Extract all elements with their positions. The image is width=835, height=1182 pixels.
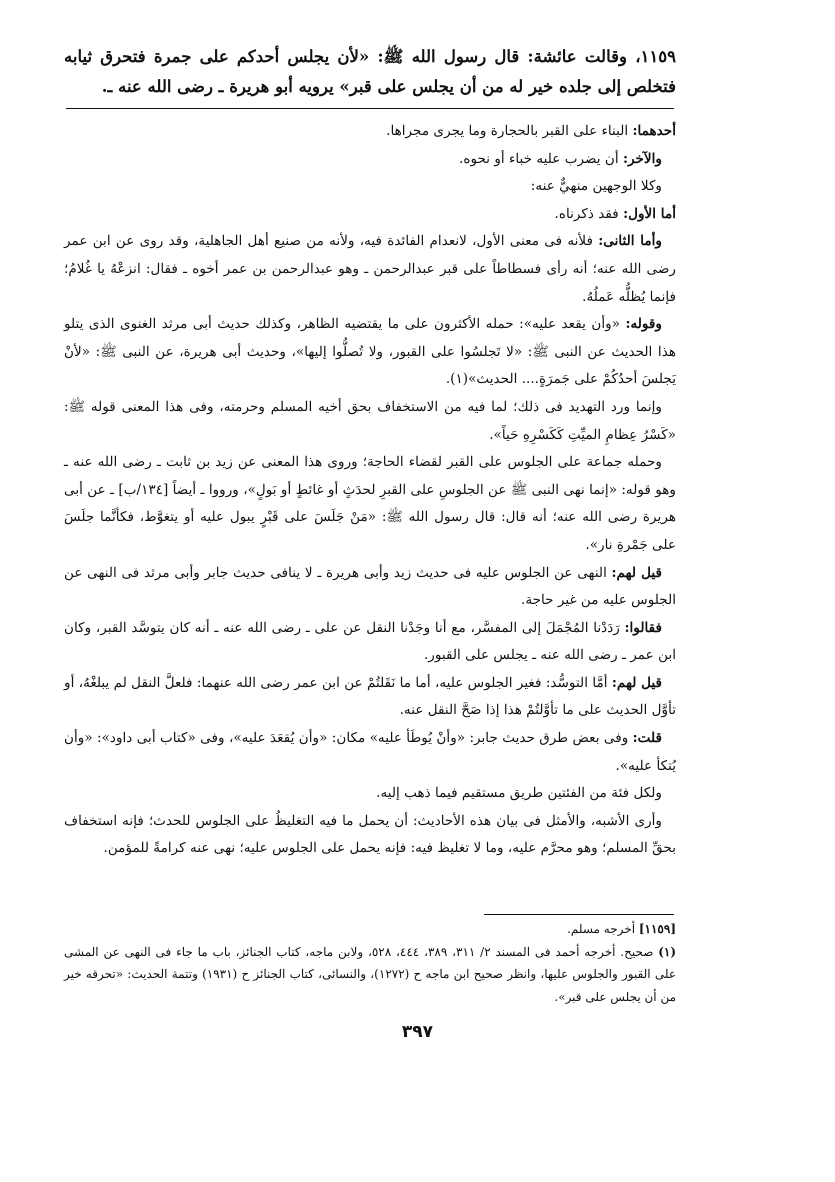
paragraph-keyword: قيل لهم:: [611, 564, 662, 581]
paragraph: [64, 146, 676, 174]
paragraph-text: النهى عن الجلوس عليه فى حديث زيد وأبى هريرة ـ لا ينافى حديث جابر وأبى مرثد فى النهى عن الجلوس عليه من غير حاجة.: [64, 564, 676, 609]
paragraph-text: رَدَدْنا المُجْمَلَ إلى المفسَّر، مع أنا وجَدْنا النقل عن على ـ رضى الله عنه ـ أنه كان يتوسَّد القبر، وكان ابن عمر ـ رضى الله عنه ـ يجلس على القبور.: [64, 619, 676, 664]
paragraph: [64, 118, 676, 146]
paragraph: [64, 615, 676, 670]
paragraph-text: وإنما ورد التهديد فى ذلك؛ لما فيه من الاستخفاف بحق أخيه المسلم وحرمته، وفى هذا المعنى قوله ﷺ: «كَسْرُ عِظامِ الميِّتِ كَكَسْرِهِ حَياً».: [64, 398, 676, 443]
paragraph-keyword: وأما الثانى:: [598, 233, 662, 250]
hadith-number: ١١٥٩: [640, 47, 676, 66]
footnotes: [64, 918, 676, 1008]
paragraph-text: وأرى الأشبه، والأمثل فى بيان هذه الأحاديث: أن يحمل ما فيه التغليظُ على الجلوس للحدث؛ فإنه استخفاف بحقِّ المسلم؛ وهو محرَّم عليه، وما لا تغليظ فيه: فإنه يحمل على الجلوس عليه؛ نهى عنه كرامةً للمؤمن.: [64, 812, 676, 857]
paragraph: [64, 173, 676, 201]
paragraph-keyword: أحدهما:: [632, 123, 676, 139]
paragraph-text: فلأنه فى معنى الأول، لانعدام الفائدة فيه، ولأنه من صنيع أهل الجاهلية، وقد روى عن ابن عمر رضى الله عنه؛ أنه رأى فسطاطاً على قبر عبدالرحمن ـ وهو عبدالرحمن بن عمر أخوه ـ فقال: انزعْهُ يا غُلامُ؛ فإنما يُظلُّه عَملُهُ.: [64, 233, 676, 305]
page-number: ٣٩٧: [401, 1022, 434, 1042]
paragraph: [64, 228, 676, 311]
paragraph: [64, 780, 676, 808]
paragraph-keyword: وقوله:: [625, 316, 662, 333]
paragraph: [64, 449, 676, 559]
hadith-text: وقالت عائشة: قال رسول الله ﷺ: «لأن يجلس أحدكم على جمرة فتحرق ثيابه فتخلص إلى جلده خير له من أن يجلس على قبر» يرويه أبو هريرة ـ رضى الله عنه ـ.: [64, 47, 676, 96]
hadith-header: ١١٥٩، وقالت عائشة: قال رسول الله ﷺ: «لأن يجلس أحدكم على جمرة فتحرق ثيابه فتخلص إلى جلده خير له من أن يجلس على قبر» يرويه أبو هريرة ـ رضى الله عنه ـ.: [64, 47, 676, 96]
commentary-body: [64, 118, 676, 863]
paragraph: [64, 725, 676, 780]
paragraph-keyword: والآخر:: [622, 150, 662, 167]
paragraph: [64, 394, 676, 449]
paragraph: [64, 670, 676, 725]
footnote: [64, 941, 676, 1009]
paragraph-text: وفى بعض طرق حديث جابر: «وأنْ يُوطَأ عليه» مكان: «وأن يُقعَدَ عليه»، وفى «كتاب أبى داود»: «وأن يُتكأ عليه».: [64, 730, 676, 774]
footnote-marker: [١١٥٩]: [638, 922, 676, 936]
paragraph: [64, 201, 676, 229]
paragraph-keyword: فقالوا:: [624, 619, 662, 636]
paragraph-text: فقد ذكرناه.: [554, 205, 624, 222]
footnote-text: أخرجه مسلم.: [567, 922, 639, 936]
paragraph-keyword: قلت:: [632, 730, 662, 747]
footnote-marker: (١): [658, 944, 677, 959]
paragraph-text: أمَّا التوسُّد: فغير الجلوس عليه، أما ما نَقَلتُمْ عن ابن عمر رضى الله عنهما: فلعلَّ النقل لم يبلغْهُ، أو تأوَّل الحديث على ما تأوَّلتُمْ هذا إذا صَحَّ النقل عنه.: [64, 674, 676, 719]
paragraph: [64, 808, 676, 863]
footnote-text: صحيح. أخرجه أحمد فى المسند ٢/ ٣١١، ٣٨٩، ٤٤٤، ٥٢٨، ولابن ماجه، كتاب الجنائز، باب ما جاء فى النهى عن المشى على القبور والجلوس عليها، وانظر صحيح ابن ماجه ح (١٢٧٢)، والنسائى، كتاب الجنائز ح (١٩٣١) وتتمة الحديث: «تحرقه خير من أن يجلس على قبر».: [64, 944, 676, 1004]
paragraph-text: البناء على القبر بالحجارة وما يجرى مجراها.: [386, 123, 633, 139]
paragraph-text: أن يضرب عليه خباء أو نحوه.: [459, 150, 623, 167]
paragraph: [64, 311, 676, 394]
paragraph-keyword: أما الأول:: [623, 205, 676, 222]
paragraph-keyword: قيل لهم:: [611, 674, 662, 691]
footnote-divider: [484, 914, 674, 915]
paragraph-text: «وأن يقعد عليه»: حمله الأكثرون على ما يقتضيه الظاهر، وكذلك حديث أبى مرثد الغنوى الذى يتلو هذا الحديث عن النبى ﷺ: «لا تَجلسُوا على القبور، ولا تُصلُّوا إليها»، وحديث أبى هريرة، عن النبى ﷺ: «لأنْ يَجلسَ أحدُكُمْ على جَمرَةٍ.... الحديث»(١).: [64, 316, 676, 388]
footnote: [64, 918, 676, 941]
header-divider: [66, 108, 674, 109]
paragraph-text: ولكل فئة من الفئتين طريق مستقيم فيما ذهب إليه.: [376, 785, 662, 802]
paragraph-text: وكلا الوجهين منهيٌّ عنه:: [530, 178, 662, 195]
paragraph-text: وحمله جماعة على الجلوس على القبر لقضاء الحاجة؛ وروى هذا المعنى عن زيد بن ثابت ـ رضى الله عنه ـ وهو قوله: «إنما نهى النبى ﷺ عن الجلوسِ على القبرِ لحدَثٍ أو غائطٍ أو بَولٍ»، ورووا ـ أيضاً [١٣٤/ب] ـ عن أبى هريرة رضى الله عنه؛ أنه قال: قال رسول الله ﷺ: «مَنْ جَلَسَ على قَبْرٍ يبول عليه أو يتغوَّط، فكأنَّما جلَسَ على جَمْرةِ نار».: [64, 454, 676, 553]
paragraph: [64, 560, 676, 615]
